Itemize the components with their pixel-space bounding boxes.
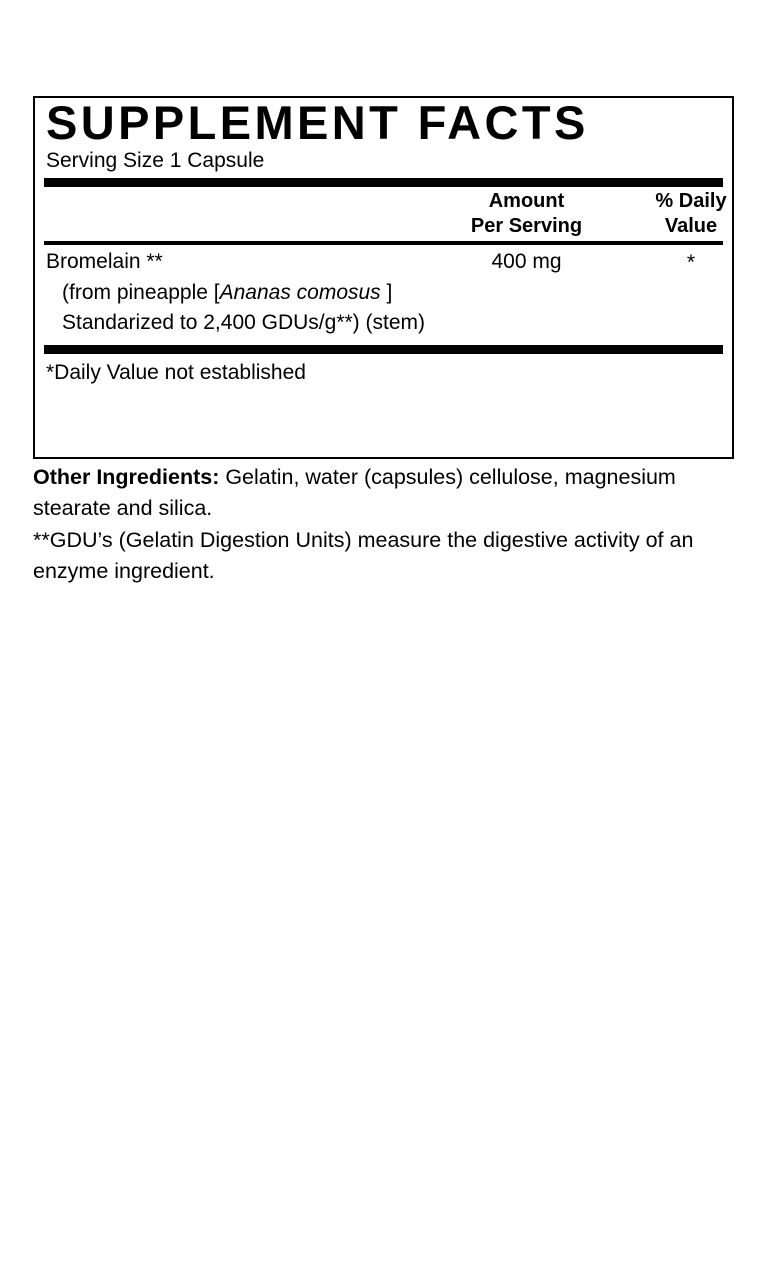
subline-2-prefix: Standarized to 2,400 GDUs/g**) (stem) <box>62 311 425 334</box>
page-title: SUPPLEMENT FACTS <box>46 96 589 149</box>
other-ingredients-paragraph <box>33 462 733 524</box>
amount-header-line2: Per Serving <box>470 215 583 237</box>
panel-inner <box>35 96 732 459</box>
rule-thick-bottom <box>44 345 723 354</box>
gdu-note: **GDU’s (Gelatin Digestion Units) measure the digestive activity of an enzyme ingredient. <box>33 528 694 583</box>
ingredient-daily-value: * <box>686 251 696 274</box>
ingredient-rows <box>44 245 723 345</box>
ingredient-subline-2 <box>62 308 741 338</box>
supplement-facts-panel <box>33 96 734 459</box>
other-ingredients-label: Other Ingredients: <box>33 465 220 489</box>
amount-per-serving-header <box>434 189 619 239</box>
daily-value-header-line1: % Daily <box>655 190 727 212</box>
subline-1-prefix: (from pineapple [ <box>62 281 220 304</box>
daily-value-footnote: *Daily Value not established <box>46 361 306 384</box>
rule-thick-top <box>44 178 723 187</box>
other-ingredients-text: Gelatin, water (capsules) cellulose, magnesium stearate and silica. <box>33 465 676 520</box>
ingredient-name: Bromelain ** <box>46 250 163 273</box>
column-headers <box>44 187 727 241</box>
serving-size-text: Serving Size 1 Capsule <box>46 149 265 172</box>
ingredient-amount: 400 mg <box>491 250 562 273</box>
table-row <box>44 249 723 278</box>
daily-value-header-line2: Value <box>664 215 718 237</box>
ingredient-subline-1 <box>62 278 741 308</box>
subline-1-suffix: ] <box>380 281 393 304</box>
below-panel-text <box>33 462 733 587</box>
amount-header-line1: Amount <box>488 190 565 212</box>
daily-value-header <box>636 189 746 239</box>
botanical-name: Ananas comosus <box>219 281 381 304</box>
